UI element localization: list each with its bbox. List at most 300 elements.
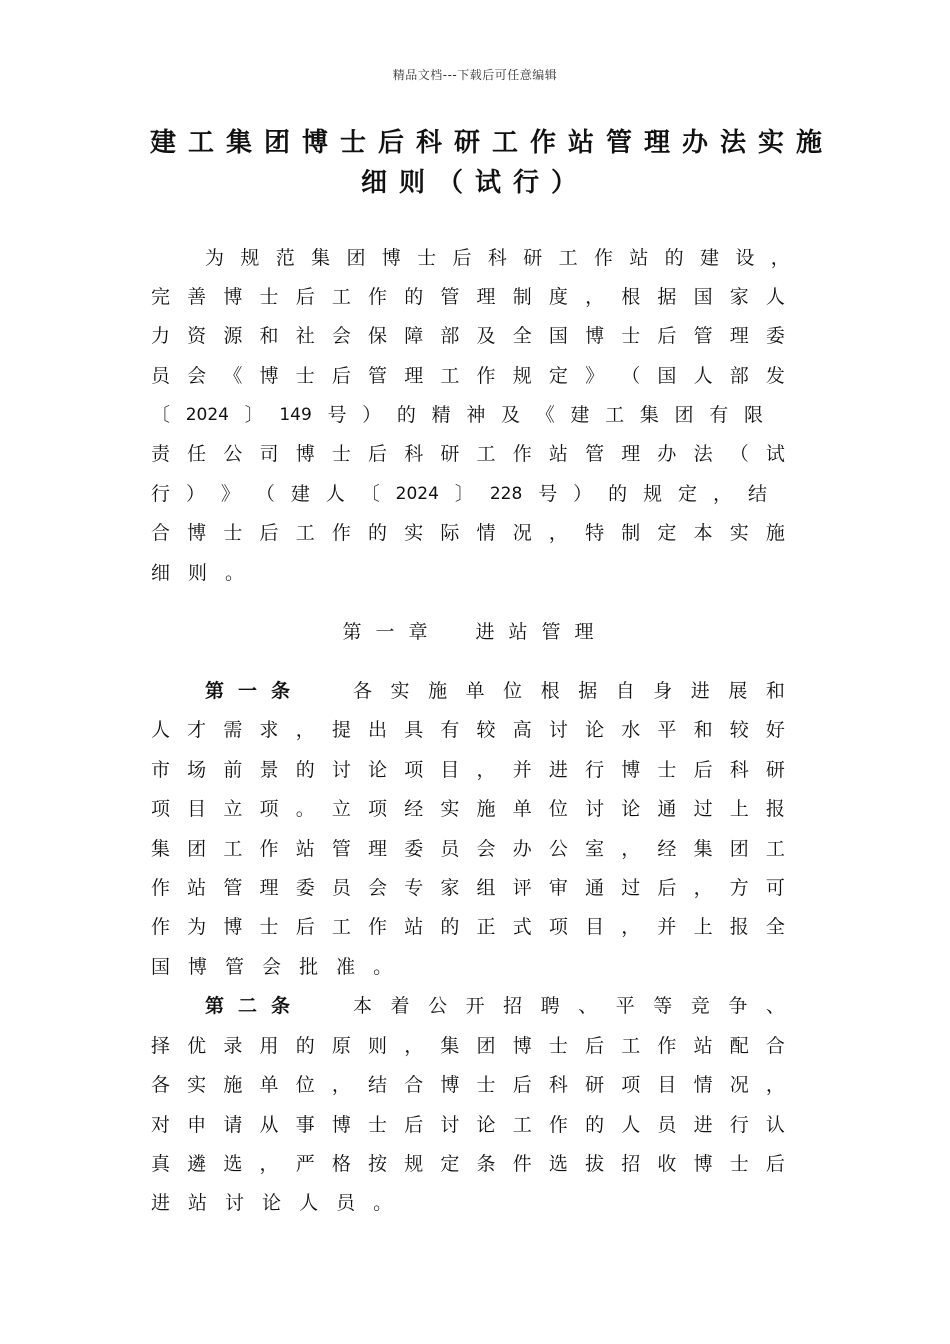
text-glyph: 情	[476, 522, 496, 544]
text-glyph: （	[621, 365, 641, 387]
text-glyph: 科	[487, 247, 507, 269]
text-glyph: 各	[353, 680, 373, 702]
text-glyph: ，	[621, 838, 641, 860]
text-glyph: 后	[585, 1035, 605, 1057]
text-glyph: 的	[396, 404, 416, 426]
text-glyph: 上	[729, 798, 749, 820]
article-2-line	[151, 1110, 785, 1140]
text-glyph: 及	[501, 404, 521, 426]
text-glyph: 理	[368, 838, 388, 860]
text-glyph: 后	[404, 1114, 424, 1136]
text-glyph: 本	[693, 522, 713, 544]
text-glyph: 和	[693, 719, 713, 741]
text-glyph: 博	[512, 1035, 532, 1057]
text-glyph: 的	[295, 1035, 315, 1057]
text-glyph: ）	[573, 483, 593, 505]
text-glyph: 站	[548, 443, 568, 465]
text-glyph: 国	[151, 956, 171, 978]
text-glyph: 规	[512, 365, 532, 387]
text-glyph: 员	[336, 1192, 356, 1214]
text-glyph: 讨	[331, 759, 351, 781]
text-glyph: 出	[368, 719, 388, 741]
text-glyph: 实	[390, 680, 410, 702]
text-glyph: 项	[151, 798, 171, 820]
text-glyph: 博	[621, 759, 641, 781]
text-glyph: 经	[657, 838, 677, 860]
text-glyph: 单	[259, 1074, 279, 1096]
text-glyph: 站	[187, 877, 207, 899]
text-glyph: 上	[693, 916, 713, 938]
text-glyph: 精	[431, 404, 451, 426]
text-glyph: 管	[693, 325, 713, 347]
text-glyph: 站	[404, 916, 424, 938]
text-glyph: 申	[187, 1114, 207, 1136]
text-glyph: 后	[259, 522, 279, 544]
text-glyph: 结	[368, 1074, 388, 1096]
text-glyph: 公	[428, 995, 448, 1017]
text-glyph: 报	[765, 798, 785, 820]
text-glyph: 办	[512, 838, 532, 860]
text-glyph: 》	[220, 483, 240, 505]
text-glyph: 理	[729, 325, 749, 347]
text-glyph: 作	[151, 916, 171, 938]
text-glyph: 后	[657, 325, 677, 347]
text-glyph: 论	[621, 798, 641, 820]
text-glyph: 过	[693, 798, 713, 820]
text-glyph: 〕	[454, 483, 474, 505]
text-glyph: 家	[440, 877, 460, 899]
article-1-label: 第一条	[205, 680, 305, 702]
article-1-line	[151, 873, 785, 903]
text-glyph: 前	[223, 759, 243, 781]
text-glyph: 的	[440, 916, 460, 938]
text-glyph: 室	[585, 838, 605, 860]
intro-line	[151, 361, 785, 391]
article-1-line	[151, 755, 785, 785]
text-glyph: 委	[295, 877, 315, 899]
text-glyph: 式	[512, 916, 532, 938]
text-glyph: 进	[151, 1192, 171, 1214]
text-glyph: 项	[368, 798, 388, 820]
text-glyph: 据	[657, 286, 677, 308]
intro-line	[151, 479, 767, 509]
text-glyph: 规	[404, 1153, 424, 1175]
text-glyph: 号	[327, 404, 347, 426]
article-1-first-line	[205, 676, 785, 706]
text-glyph: 科	[548, 1074, 568, 1096]
text-glyph: 工	[512, 1114, 532, 1136]
intro-line	[151, 321, 785, 351]
text-glyph: 景	[259, 759, 279, 781]
text-glyph: 〔	[151, 404, 171, 426]
text-glyph: 管	[225, 956, 245, 978]
text-glyph: 论	[476, 1114, 496, 1136]
text-glyph: 按	[368, 1153, 388, 1175]
text-glyph: ，	[621, 916, 641, 938]
text-glyph: 特	[585, 522, 605, 544]
text-glyph: 博	[188, 956, 208, 978]
text-glyph: 后	[693, 759, 713, 781]
article-1-line	[151, 834, 785, 864]
text-glyph: 保	[368, 325, 388, 347]
text-glyph: 公	[548, 838, 568, 860]
text-glyph: 位	[503, 680, 523, 702]
text-glyph: 作	[593, 247, 613, 269]
text-glyph: 博	[331, 1114, 351, 1136]
text-glyph: 》	[585, 365, 605, 387]
text-glyph: 团	[346, 247, 366, 269]
text-glyph: 管	[331, 838, 351, 860]
text-glyph: 工	[558, 247, 578, 269]
text-glyph: 《	[535, 404, 555, 426]
text-glyph: 的	[295, 759, 315, 781]
text-glyph: 工	[440, 365, 460, 387]
text-glyph: 资	[187, 325, 207, 347]
text-glyph: 目	[440, 759, 460, 781]
text-glyph: 用	[259, 1035, 279, 1057]
text-glyph: 源	[223, 325, 243, 347]
text-glyph: 士	[295, 365, 315, 387]
text-glyph: 身	[653, 680, 673, 702]
text-glyph: 善	[187, 286, 207, 308]
text-glyph: 遴	[187, 1153, 207, 1175]
text-glyph: 士	[729, 1153, 749, 1175]
text-glyph: 本	[353, 995, 373, 1017]
text-glyph: 〔	[360, 483, 380, 505]
text-glyph: 位	[548, 798, 568, 820]
text-glyph: 单	[512, 798, 532, 820]
text-glyph: 才	[187, 719, 207, 741]
text-glyph: 批	[299, 956, 319, 978]
text-glyph: 项	[621, 1074, 641, 1096]
text-glyph: 会	[368, 877, 388, 899]
text-glyph: 定	[678, 483, 698, 505]
text-glyph: 评	[512, 877, 532, 899]
text-glyph: 进	[690, 680, 710, 702]
text-glyph: ，	[693, 877, 713, 899]
text-glyph: 组	[476, 877, 496, 899]
text-glyph: 士	[417, 247, 437, 269]
text-glyph: 方	[729, 877, 749, 899]
text-glyph: 工	[295, 522, 315, 544]
text-glyph: 博	[223, 916, 243, 938]
text-glyph: 理	[476, 286, 496, 308]
text-glyph: 争	[728, 995, 748, 1017]
text-glyph: 需	[223, 719, 243, 741]
text-glyph: 实	[404, 522, 424, 544]
text-glyph: 规	[643, 483, 663, 505]
text-glyph: 情	[693, 1074, 713, 1096]
text-glyph: 项	[548, 916, 568, 938]
text-glyph: 2024	[185, 405, 229, 425]
text-glyph: 配	[729, 1035, 749, 1057]
text-glyph: 水	[621, 719, 641, 741]
text-glyph: 会	[262, 956, 282, 978]
text-glyph: 收	[657, 1153, 677, 1175]
text-glyph: 较	[476, 719, 496, 741]
text-glyph: 管	[223, 877, 243, 899]
text-glyph: 士	[621, 325, 641, 347]
chapter-name: 进站管理	[475, 621, 608, 643]
text-glyph: 录	[223, 1035, 243, 1057]
text-glyph: 平	[657, 719, 677, 741]
text-glyph: 着	[390, 995, 410, 1017]
text-glyph: 的	[404, 286, 424, 308]
text-glyph: 员	[440, 838, 460, 860]
text-glyph: 作	[368, 286, 388, 308]
text-glyph: 行	[585, 759, 605, 781]
text-glyph: 讨	[585, 798, 605, 820]
text-glyph: 的	[368, 522, 388, 544]
text-glyph: 力	[151, 325, 171, 347]
text-glyph: 号	[538, 483, 558, 505]
text-glyph: 有	[440, 719, 460, 741]
text-glyph: 。	[373, 1192, 393, 1214]
text-glyph: 家	[729, 286, 749, 308]
article-2-line	[151, 1188, 785, 1218]
text-glyph: 为	[187, 916, 207, 938]
text-glyph: 立	[331, 798, 351, 820]
text-glyph: 工	[605, 404, 625, 426]
text-glyph: ，	[770, 247, 790, 269]
text-glyph: 据	[578, 680, 598, 702]
text-glyph: 目	[187, 798, 207, 820]
text-glyph: 人	[325, 483, 345, 505]
text-glyph: 研	[523, 247, 543, 269]
text-glyph: 通	[657, 798, 677, 820]
text-glyph: 工	[621, 1035, 641, 1057]
text-glyph: ，	[476, 759, 496, 781]
text-glyph: 根	[621, 286, 641, 308]
text-glyph: ，	[295, 719, 315, 741]
text-glyph: 社	[295, 325, 315, 347]
text-glyph: 开	[465, 995, 485, 1017]
text-glyph: 真	[151, 1153, 171, 1175]
article-1-line	[151, 715, 785, 745]
text-glyph: 的	[664, 247, 684, 269]
text-glyph: 况	[729, 1074, 749, 1096]
text-glyph: 《	[223, 365, 243, 387]
text-glyph: 施	[765, 522, 785, 544]
text-glyph: 研	[585, 1074, 605, 1096]
text-glyph: 人	[151, 719, 171, 741]
text-glyph: 博	[259, 365, 279, 387]
text-glyph: 责	[151, 443, 171, 465]
text-glyph: 求	[259, 719, 279, 741]
text-glyph: 集	[151, 838, 171, 860]
text-glyph: 理	[621, 443, 641, 465]
text-glyph: 国	[548, 325, 568, 347]
text-glyph: 定	[440, 1153, 460, 1175]
text-glyph: 严	[295, 1153, 315, 1175]
text-glyph: 后	[368, 443, 388, 465]
text-glyph: 经	[404, 798, 424, 820]
text-glyph: 并	[512, 759, 532, 781]
text-glyph: 博	[187, 522, 207, 544]
text-glyph: 制	[621, 522, 641, 544]
text-glyph: 工	[331, 916, 351, 938]
text-glyph: 研	[765, 759, 785, 781]
text-glyph: 设	[735, 247, 755, 269]
text-glyph: 士	[368, 1114, 388, 1136]
intro-line	[151, 518, 785, 548]
text-glyph: 市	[151, 759, 171, 781]
text-glyph: 事	[295, 1114, 315, 1136]
text-glyph: 士	[476, 1074, 496, 1096]
text-glyph: 士	[657, 759, 677, 781]
text-glyph: 完	[151, 286, 171, 308]
text-glyph: 施	[428, 680, 448, 702]
text-glyph: 研	[440, 443, 460, 465]
text-glyph: 博	[295, 443, 315, 465]
text-glyph: 站	[693, 1035, 713, 1057]
text-glyph: 作	[548, 1114, 568, 1136]
text-glyph: 目	[585, 916, 605, 938]
article-2-line	[353, 991, 785, 1021]
text-glyph: 限	[743, 404, 763, 426]
article-2-line	[151, 1070, 785, 1100]
text-glyph: 较	[729, 719, 749, 741]
text-glyph: 位	[295, 1074, 315, 1096]
text-glyph: 博	[585, 325, 605, 347]
text-glyph: 场	[187, 759, 207, 781]
text-glyph: 范	[275, 247, 295, 269]
text-glyph: 优	[187, 1035, 207, 1057]
text-glyph: 行	[151, 483, 171, 505]
text-glyph: 和	[259, 325, 279, 347]
text-glyph: 人	[765, 286, 785, 308]
text-glyph: 后	[657, 877, 677, 899]
text-glyph: 士	[548, 1035, 568, 1057]
text-glyph: 试	[765, 443, 785, 465]
text-glyph: 讨	[440, 1114, 460, 1136]
text-glyph: 则	[368, 1035, 388, 1057]
text-glyph: 作	[331, 522, 351, 544]
text-glyph: 报	[729, 916, 749, 938]
text-glyph: 论	[368, 759, 388, 781]
text-glyph: 后	[295, 916, 315, 938]
text-glyph: 正	[476, 916, 496, 938]
text-glyph: 为	[205, 247, 225, 269]
text-glyph: 合	[151, 522, 171, 544]
text-glyph: 可	[765, 877, 785, 899]
text-glyph: 际	[440, 522, 460, 544]
text-glyph: 博	[223, 286, 243, 308]
text-glyph: 作	[151, 877, 171, 899]
text-glyph: 格	[331, 1153, 351, 1175]
text-glyph: 管	[585, 443, 605, 465]
text-glyph: 施	[223, 1074, 243, 1096]
text-glyph: 定	[548, 365, 568, 387]
text-glyph: 的	[608, 483, 628, 505]
intro-line	[151, 282, 785, 312]
text-glyph: 科	[729, 759, 749, 781]
text-glyph: 、	[578, 995, 598, 1017]
text-glyph: 后	[331, 365, 351, 387]
text-glyph: 228	[489, 484, 523, 504]
text-glyph: 集	[639, 404, 659, 426]
text-glyph: 论	[262, 1192, 282, 1214]
text-glyph: 2024	[395, 484, 439, 504]
article-2-line	[151, 1149, 785, 1179]
text-glyph: 办	[657, 443, 677, 465]
text-glyph: 站	[629, 247, 649, 269]
text-glyph: 〕	[244, 404, 264, 426]
text-glyph: 提	[331, 719, 351, 741]
text-glyph: 团	[729, 838, 749, 860]
text-glyph: 有	[709, 404, 729, 426]
text-glyph: 管	[368, 365, 388, 387]
text-glyph: ）	[185, 483, 205, 505]
text-glyph: 自	[615, 680, 635, 702]
text-glyph: 司	[259, 443, 279, 465]
text-glyph: 公	[223, 443, 243, 465]
text-glyph: 准	[336, 956, 356, 978]
text-glyph: 作	[476, 365, 496, 387]
text-glyph: 施	[476, 798, 496, 820]
text-glyph: 作	[259, 838, 279, 860]
text-glyph: 选	[223, 1153, 243, 1175]
document-title-line-1: 建工集团博士后科研工作站管理办法实施	[150, 128, 835, 158]
text-glyph: 国	[693, 286, 713, 308]
text-glyph: 工	[223, 838, 243, 860]
text-glyph: 行	[729, 1114, 749, 1136]
text-glyph: 法	[693, 443, 713, 465]
text-glyph: 对	[151, 1114, 171, 1136]
text-glyph: 士	[259, 286, 279, 308]
text-glyph: ）	[362, 404, 382, 426]
text-glyph: ，	[712, 483, 732, 505]
text-glyph: 。	[225, 562, 245, 584]
text-glyph: ，	[765, 1074, 785, 1096]
text-glyph: 博	[693, 1153, 713, 1175]
text-glyph: 讨	[548, 719, 568, 741]
text-glyph: 部	[729, 365, 749, 387]
text-glyph: 立	[223, 798, 243, 820]
text-glyph: 高	[512, 719, 532, 741]
text-glyph: 项	[259, 798, 279, 820]
text-glyph: 后	[295, 286, 315, 308]
intro-line	[151, 439, 785, 469]
text-glyph: 部	[440, 325, 460, 347]
text-glyph: 规	[240, 247, 260, 269]
text-glyph: 聘	[540, 995, 560, 1017]
text-glyph: 会	[331, 325, 351, 347]
text-glyph: 原	[331, 1035, 351, 1057]
text-glyph: 理	[259, 877, 279, 899]
article-1-line	[151, 794, 785, 824]
text-glyph: 员	[151, 365, 171, 387]
text-glyph: 根	[540, 680, 560, 702]
text-glyph: 人	[621, 1114, 641, 1136]
text-glyph: 博	[381, 247, 401, 269]
text-glyph: 全	[512, 325, 532, 347]
intro-line	[151, 400, 763, 430]
text-glyph: 站	[188, 1192, 208, 1214]
text-glyph: 论	[585, 719, 605, 741]
text-glyph: ，	[585, 286, 605, 308]
text-glyph: 。	[295, 798, 315, 820]
text-glyph: 招	[503, 995, 523, 1017]
text-glyph: 平	[615, 995, 635, 1017]
text-glyph: 实	[187, 1074, 207, 1096]
article-2-line	[151, 1031, 785, 1061]
text-glyph: 件	[512, 1153, 532, 1175]
text-glyph: 的	[585, 1114, 605, 1136]
text-glyph: 团	[187, 838, 207, 860]
text-glyph: 任	[187, 443, 207, 465]
text-glyph: 况	[512, 522, 532, 544]
